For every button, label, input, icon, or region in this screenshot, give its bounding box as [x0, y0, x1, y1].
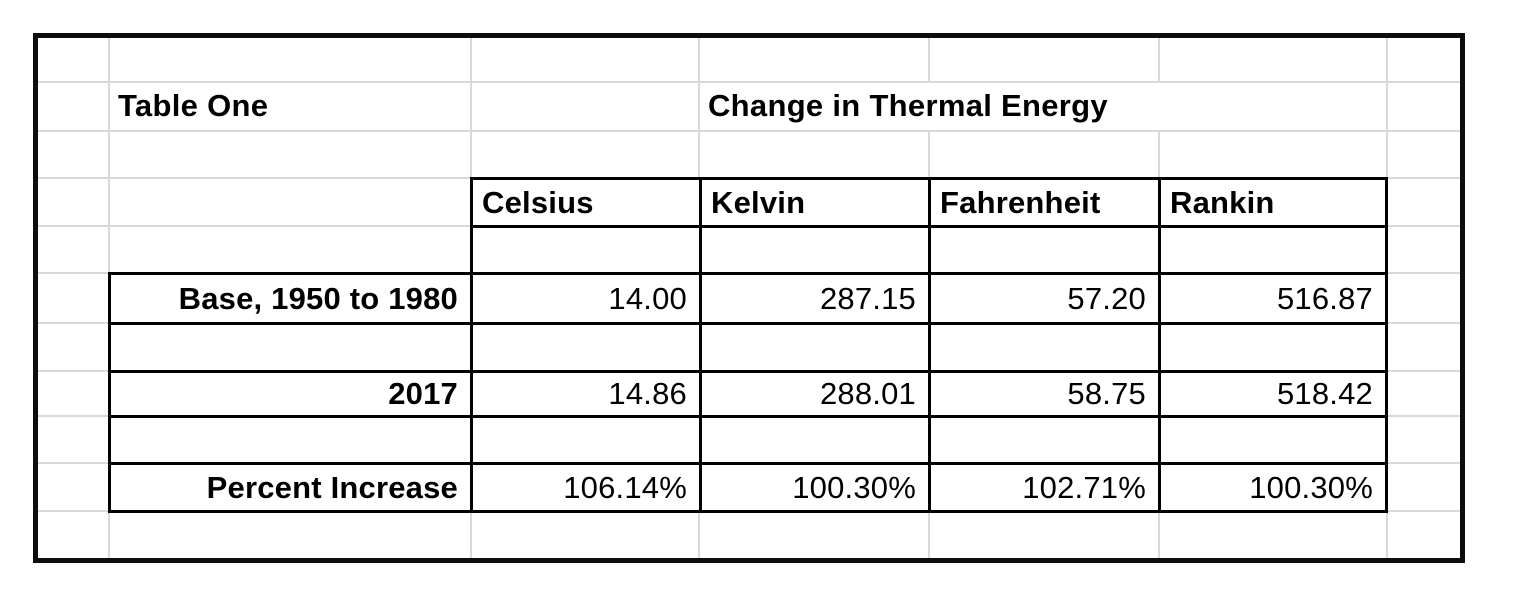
header-cell-celsius[interactable]: Celsius — [470, 177, 702, 228]
cell-base-celsius[interactable]: 14.00 — [470, 272, 702, 325]
cell-2017-kelvin[interactable]: 288.01 — [699, 370, 931, 418]
header-cell-kelvin[interactable]: Kelvin — [699, 177, 931, 228]
cell-percent-celsius[interactable]: 106.14% — [470, 462, 702, 513]
header-cell-fahrenheit[interactable]: Fahrenheit — [928, 177, 1161, 228]
table-caption-cell[interactable]: Table One — [118, 87, 269, 123]
row-label-percent-increase[interactable]: Percent Increase — [108, 462, 473, 513]
cell-base-kelvin[interactable]: 287.15 — [699, 272, 931, 325]
cell-base-rankin[interactable]: 516.87 — [1158, 272, 1388, 325]
row-label-2017[interactable]: 2017 — [108, 370, 473, 418]
table-outer-border — [33, 33, 1465, 563]
table-title-cell[interactable]: Change in Thermal Energy — [708, 87, 1108, 123]
cell-percent-kelvin[interactable]: 100.30% — [699, 462, 931, 513]
cell-2017-rankin[interactable]: 518.42 — [1158, 370, 1388, 418]
cell-percent-fahrenheit[interactable]: 102.71% — [928, 462, 1161, 513]
cell-base-fahrenheit[interactable]: 57.20 — [928, 272, 1161, 325]
cell-2017-celsius[interactable]: 14.86 — [470, 370, 702, 418]
row-label-base-1950-1980[interactable]: Base, 1950 to 1980 — [108, 272, 473, 325]
header-cell-rankin[interactable]: Rankin — [1158, 177, 1388, 228]
cell-percent-rankin[interactable]: 100.30% — [1158, 462, 1388, 513]
cell-2017-fahrenheit[interactable]: 58.75 — [928, 370, 1161, 418]
